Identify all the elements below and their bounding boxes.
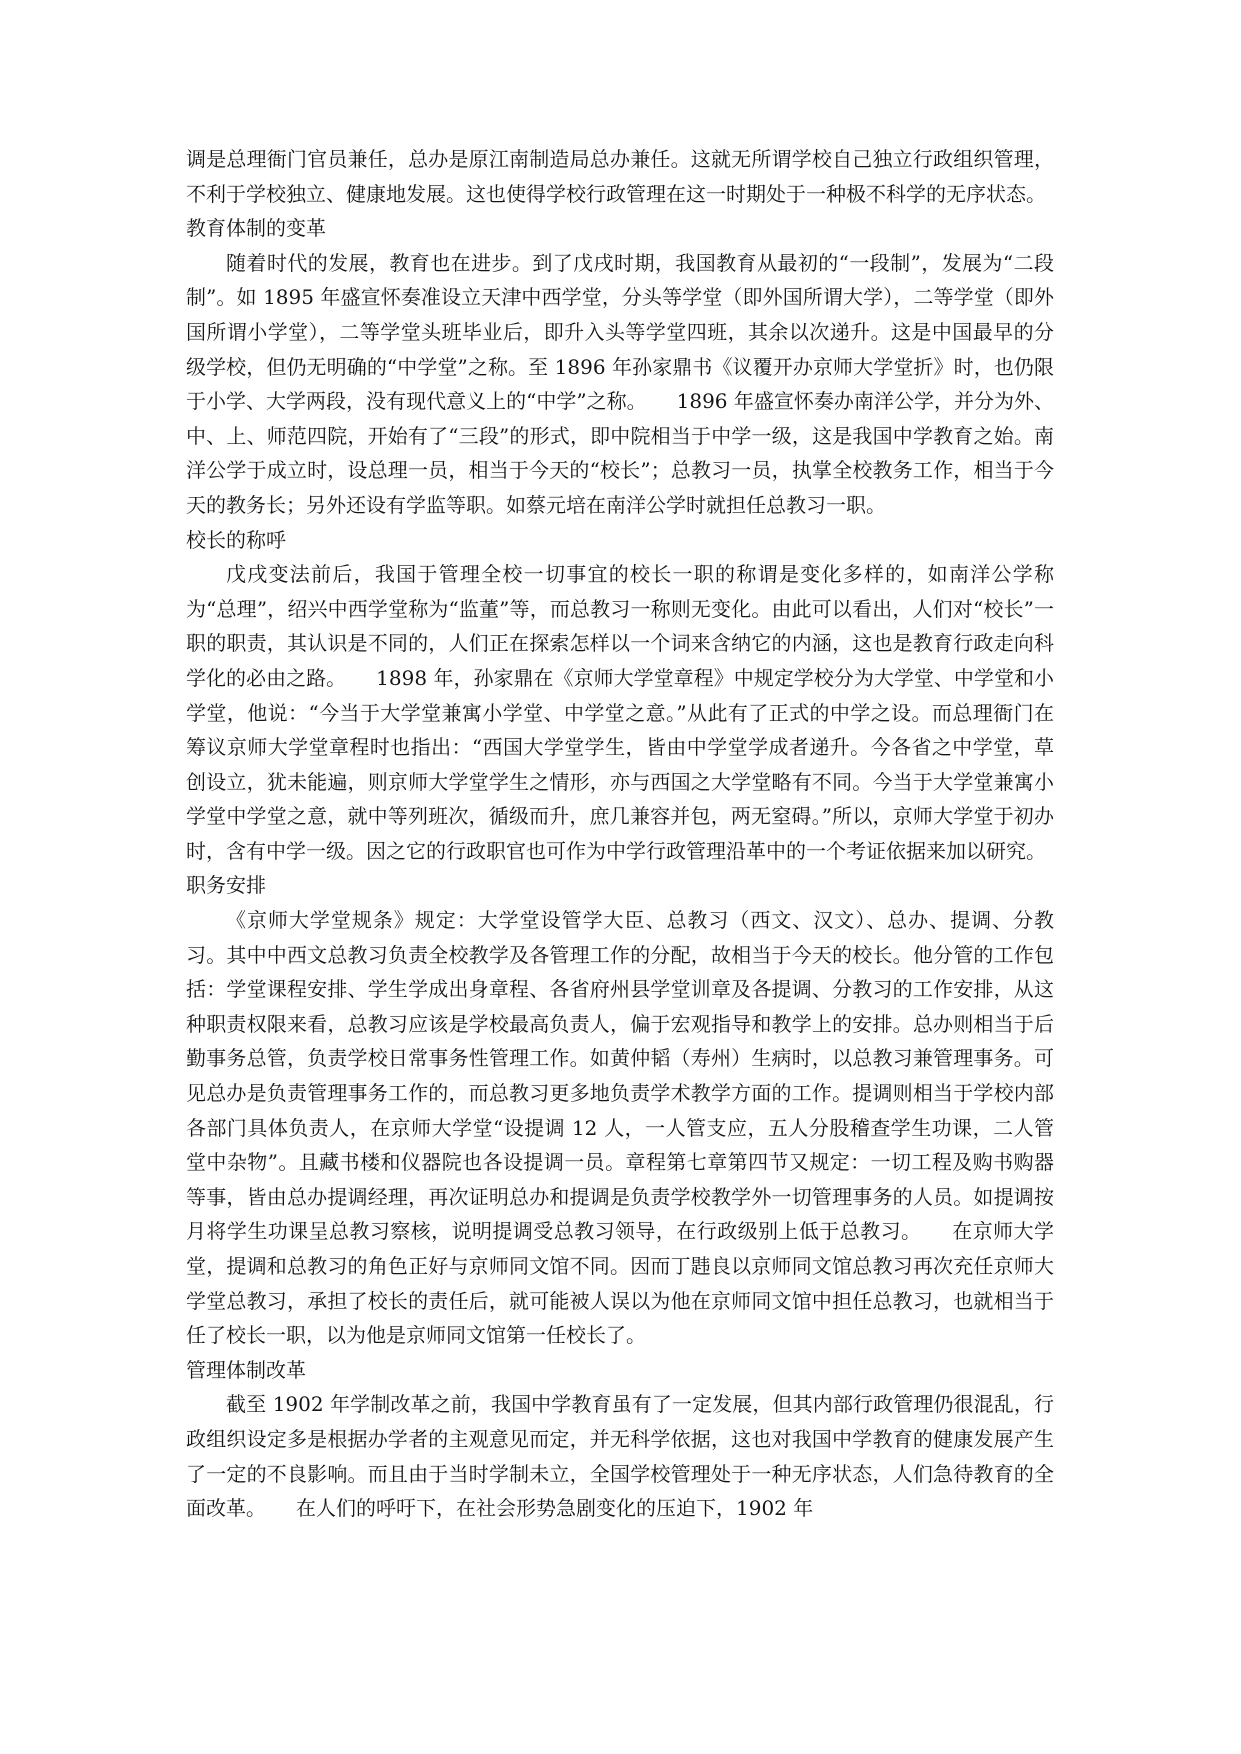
section-heading-duties: 职务安排 xyxy=(186,873,266,898)
paragraph-management-reform: 截至 1902 年学制改革之前，我国中学教育虽有了一定发展，但其内部行政管理仍很混乱，行政组织设定多是根据办学者的主观意见而定，并无科学依据，这也对我国中学教育的健康发展产生了一定的不良影响。而且由于当时学制未立，全国学校管理处于一种无序状态，人们急待教育的全面改革。 在人们的呼吁下，在社会形势急剧变化的压迫下，1902 年 xyxy=(186,1392,1054,1521)
section-heading-education-reform: 教育体制的变革 xyxy=(186,216,326,241)
section-heading-principal-title: 校长的称呼 xyxy=(186,527,286,552)
paragraph-principal-title: 戊戌变法前后，我国于管理全校一切事宜的校长一职的称谓是变化多样的，如南洋公学称为“总理”，绍兴中西学堂称为“监董”等，而总教习一称则无变化。由此可以看出，人们对“校长”一职的职责，其认识是不同的，人们正在探索怎样以一个词来含纳它的内涵，这也是教育行政走向科学化的必由之路。 1898 年，孙家鼎在《京师大学堂章程》中规定学校分为大学堂、中学堂和小学堂，他说：“今当于大学堂兼寓小学堂、中学堂之意。”从此有了正式的中学之设。而总理衙门在筹议京师大学堂章程时也指出：“西国大学堂学生，皆由中学堂学成者递升。今各省之中学堂，草创设立，犹未能遍，则京师大学堂学生之情形，亦与西国之大学堂略有不同。今当于大学堂兼寓小学堂中学堂之意，就中等列班次，循级而升，庶几兼容并包，两无窒碍。”所以，京师大学堂于初办时，含有中学一级。因之它的行政职官也可作为中学行政管理沿革中的一个考证依据来加以研究。 xyxy=(186,562,1054,863)
paragraph-education-reform: 随着时代的发展，教育也在进步。到了戊戌时期，我国教育从最初的“一段制”，发展为“二段制”。如 1895 年盛宣怀奏准设立天津中西学堂，分头等学堂（即外国所谓大学），二等学堂（即外国所谓小学堂），二等学堂头班毕业后，即升入头等学堂四班，其余以次递升。这是中国最早的分级学校，但仍无明确的“中学堂”之称。至 1896 年孙家鼎书《议覆开办京师大学堂折》时，也仍限于小学、大学两段，没有现代意义上的“中学”之称。 1896 年盛宣怀奏办南洋公学，并分为外、中、上、师范四院，开始有了“三段”的形式，即中院相当于中学一级，这是我国中学教育之始。南洋公学于成立时，设总理一员，相当于今天的“校长”；总教习一员，执掌全校教务工作，相当于今天的教务长；另外还设有学监等职。如蔡元培在南洋公学时就担任总教习一职。 xyxy=(186,250,1054,517)
section-heading-management-reform: 管理体制改革 xyxy=(186,1357,306,1382)
paragraph-duties: 《京师大学堂规条》规定：大学堂设管学大臣、总教习（西文、汉文）、总办、提调、分教习。其中中西文总教习负责全校教学及各管理工作的分配，故相当于今天的校长。他分管的工作包括：学堂课程安排、学生学成出身章程、各省府州县学堂训章及各提调、分教习的工作安排，从这种职责权限来看，总教习应该是学校最高负责人，偏于宏观指导和教学上的安排。总办则相当于后勤事务总管，负责学校日常事务性管理工作。如黄仲韬（寿州）生病时，以总教习兼管理事务。可见总办是负责管理事务工作的，而总教习更多地负责学术教学方面的工作。提调则相当于学校内部各部门具体负责人，在京师大学堂“设提调 12 人，一人管支应，五人分股稽查学生功课，二人管堂中杂物”。且藏书楼和仪器院也各设提调一员。章程第七章第四节又规定：一切工程及购书购器等事，皆由总办提调经理，再次证明总办和提调是负责学校教学外一切管理事务的人员。如提调按月将学生功课呈总教习察核，说明提调受总教习领导，在行政级别上低于总教习。 在京师大学堂，提调和总教习的角色正好与京师同文馆不同。因而丁韪良以京师同文馆总教习再次充任京师大学堂总教习，承担了校长的责任后，就可能被人误以为他在京师同文馆中担任总教习，也就相当于任了校长一职，以为他是京师同文馆第一任校长了。 xyxy=(186,908,1054,1348)
paragraph-intro: 调是总理衙门官员兼任，总办是原江南制造局总办兼任。这就无所谓学校自己独立行政组织管理，不利于学校独立、健康地发展。这也使得学校行政管理在这一时期处于一种极不科学的无序状态。 xyxy=(186,147,1054,206)
document-page xyxy=(186,142,1054,1526)
